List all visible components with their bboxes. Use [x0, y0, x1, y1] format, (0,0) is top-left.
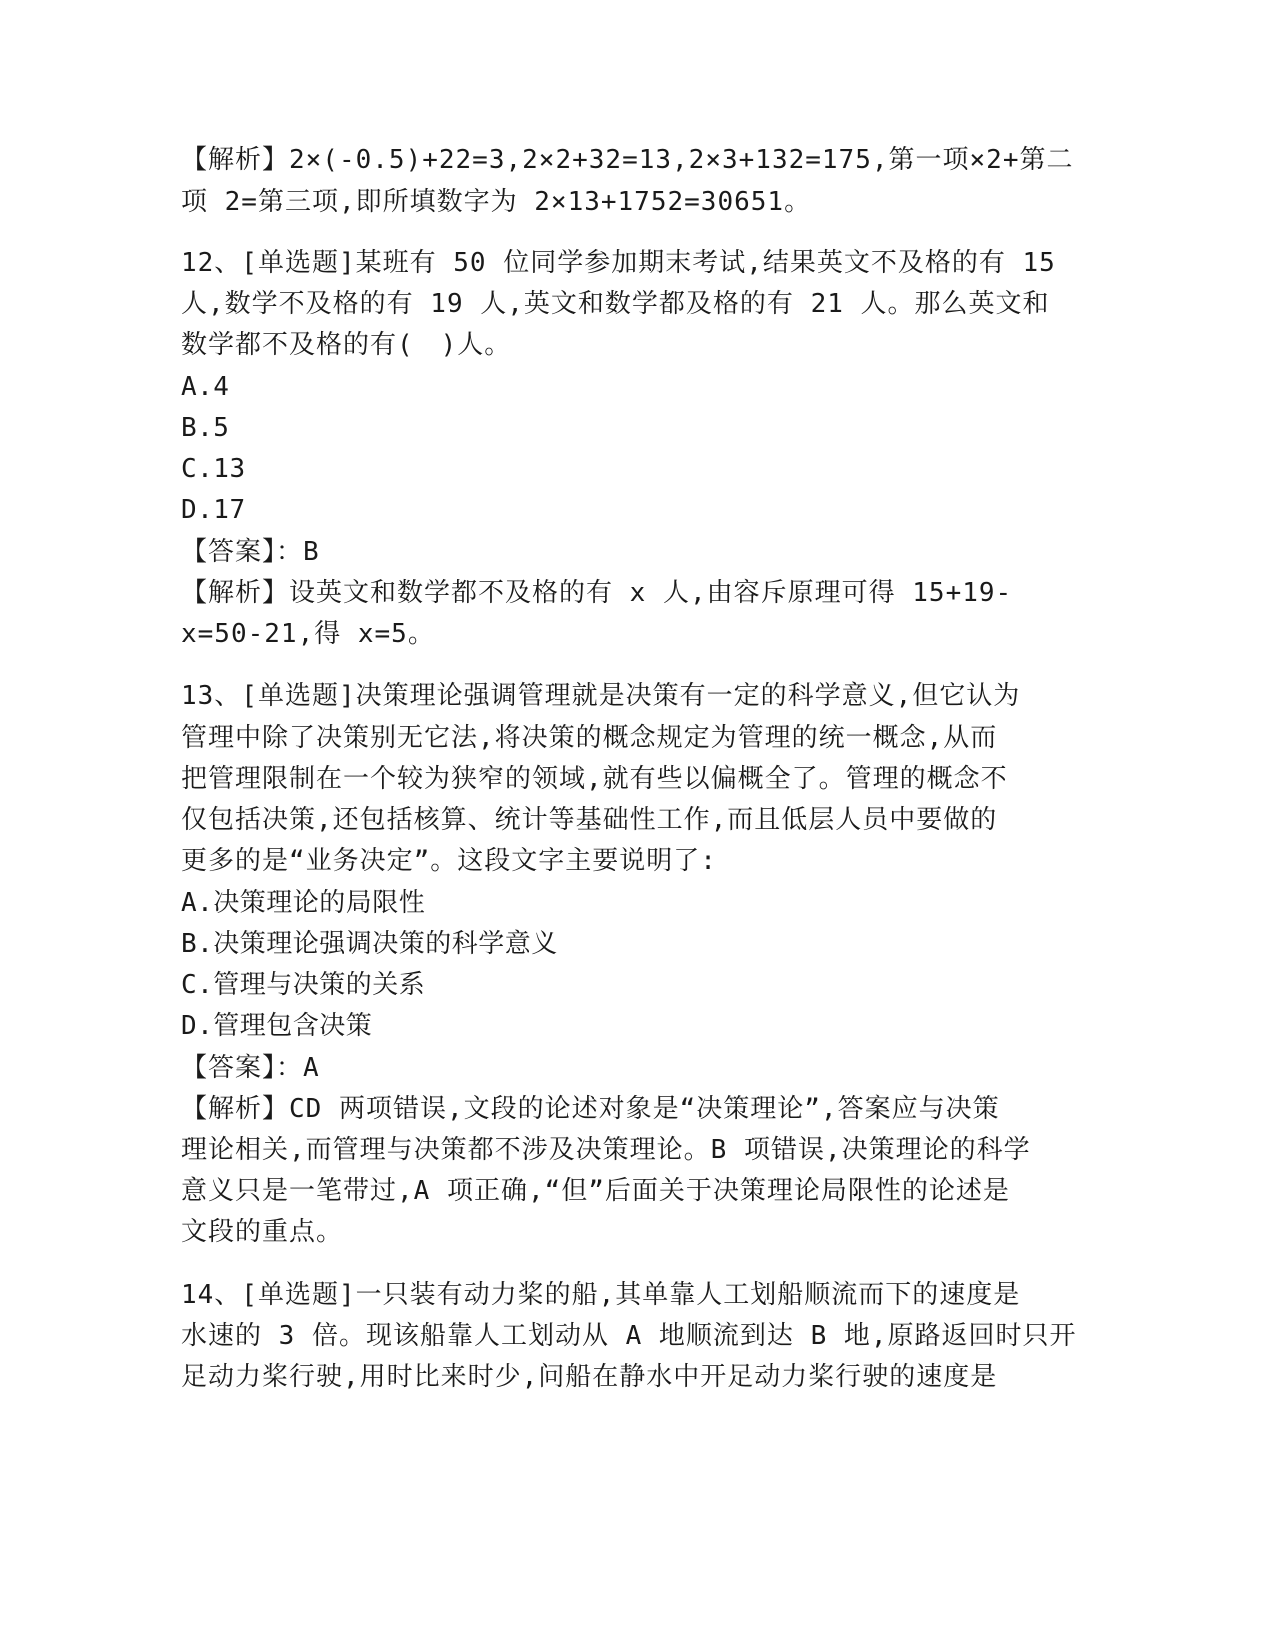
q13-analysis-line: 理论相关,而管理与决策都不涉及决策理论。B 项错误,决策理论的科学 — [181, 1135, 1031, 1165]
q11-analysis-line: 项 2=第三项,即所填数字为 2×13+1752=30651。 — [181, 187, 812, 217]
q13-stem-line: 仅包括决策,还包括核算、统计等基础性工作,而且低层人员中要做的 — [181, 805, 998, 835]
q12-answer: 【答案】：B — [181, 537, 320, 567]
q13-analysis-line: 文段的重点。 — [181, 1217, 344, 1247]
q14-stem-line: 14、[单选题]一只装有动力桨的船,其单靠人工划船顺流而下的速度是 — [181, 1280, 1021, 1310]
q13-stem-line: 更多的是“业务决定”。这段文字主要说明了: — [181, 846, 717, 876]
q12-option-d: D.17 — [181, 495, 246, 525]
q13-stem-line: 把管理限制在一个较为狭窄的领域,就有些以偏概全了。管理的概念不 — [181, 764, 1008, 794]
q14-stem-line: 水速的 3 倍。现该船靠人工划动从 A 地顺流到达 B 地,原路返回时只开 — [181, 1321, 1077, 1351]
q13-option-a: A.决策理论的局限性 — [181, 888, 426, 918]
q14-stem-line: 足动力桨行驶,用时比来时少,问船在静水中开足动力桨行驶的速度是 — [181, 1362, 998, 1392]
q13-analysis-line: 意义只是一笔带过,A 项正确,“但”后面关于决策理论局限性的论述是 — [181, 1176, 1010, 1206]
q12-stem-line: 人,数学不及格的有 19 人,英文和数学都及格的有 21 人。那么英文和 — [181, 289, 1050, 319]
q12-analysis-line: x=50-21,得 x=5。 — [181, 619, 435, 649]
q12-option-a: A.4 — [181, 372, 230, 402]
q12-stem-line: 数学都不及格的有( )人。 — [181, 330, 512, 360]
q13-analysis-line: 【解析】CD 两项错误,文段的论述对象是“决策理论”,答案应与决策 — [181, 1094, 1000, 1124]
q13-option-c: C.管理与决策的关系 — [181, 970, 426, 1000]
q12-stem-line: 12、[单选题]某班有 50 位同学参加期末考试,结果英文不及格的有 15 — [181, 248, 1056, 278]
q13-option-b: B.决策理论强调决策的科学意义 — [181, 929, 558, 959]
q12-option-b: B.5 — [181, 413, 230, 443]
q13-answer: 【答案】：A — [181, 1053, 320, 1083]
q12-analysis-line: 【解析】设英文和数学都不及格的有 x 人,由容斥原理可得 15+19- — [181, 578, 1013, 608]
q12-option-c: C.13 — [181, 454, 246, 484]
q13-stem-line: 管理中除了决策别无它法,将决策的概念规定为管理的统一概念,从而 — [181, 723, 998, 753]
q13-stem-line: 13、[单选题]决策理论强调管理就是决策有一定的科学意义,但它认为 — [181, 681, 1021, 711]
q13-option-d: D.管理包含决策 — [181, 1011, 373, 1041]
q11-analysis-line: 【解析】2×(-0.5)+22=3,2×2+32=13,2×3+132=175,第一项×2+第二 — [181, 145, 1074, 175]
